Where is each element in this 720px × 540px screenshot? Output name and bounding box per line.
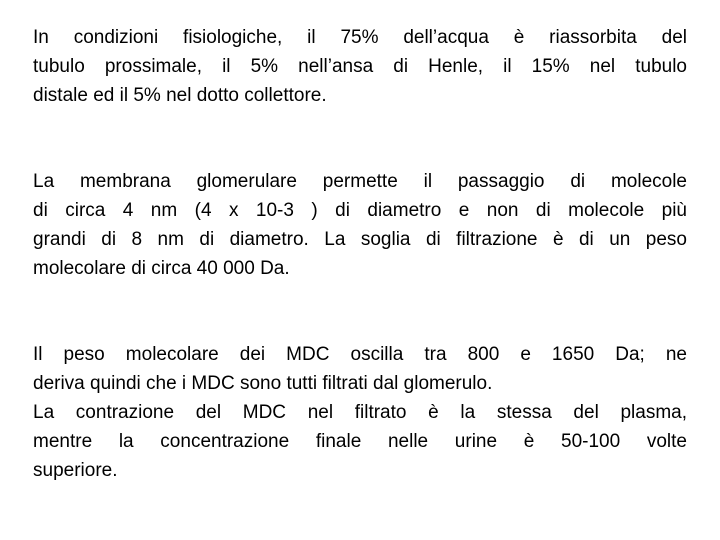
text-line: di circa 4 nm (4 x 10-3 ) di diametro e non di molecole più [33,200,687,221]
text-line: molecolare di circa 40 000 Da. [33,258,290,279]
text-line: grandi di 8 nm di diametro. La soglia di filtrazione è di un peso [33,229,687,250]
paragraph-water-reabsorption [33,23,687,110]
text-line: mentre la concentrazione finale nelle urine è 50-100 volte [33,431,687,452]
text-line: La contrazione del MDC nel filtrato è la stessa del plasma, [33,402,687,423]
text-line: Il peso molecolare dei MDC oscilla tra 800 e 1650 Da; ne [33,344,687,365]
paragraph-contrast-medium [33,340,687,485]
text-line: La membrana glomerulare permette il passaggio di molecole [33,171,687,192]
paragraph-glomerular-membrane [33,167,687,283]
text-line: deriva quindi che i MDC sono tutti filtrati dal glomerulo. [33,373,493,394]
text-line: distale ed il 5% nel dotto collettore. [33,85,327,106]
text-line: In condizioni fisiologiche, il 75% dell’acqua è riassorbita del [33,27,687,48]
text-line: tubulo prossimale, il 5% nell’ansa di Henle, il 15% nel tubulo [33,56,687,77]
text-line: superiore. [33,460,118,481]
